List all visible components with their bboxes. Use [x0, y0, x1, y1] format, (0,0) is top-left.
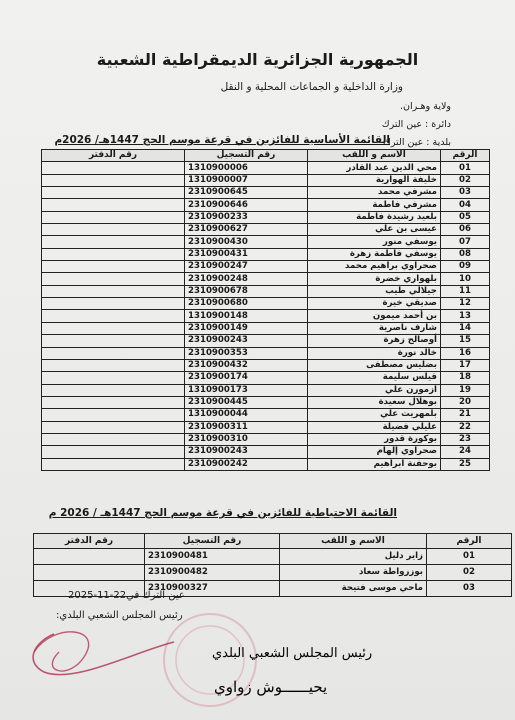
- row-registration: 1310900173: [185, 384, 308, 396]
- row-name: بلعيد رشيدة فاطمة: [308, 211, 441, 223]
- row-registration: 2310900646: [185, 199, 308, 211]
- table-row: [42, 359, 490, 371]
- row-book-number: [42, 273, 185, 285]
- table-row: [42, 322, 490, 334]
- row-book-number: [34, 549, 145, 565]
- table-row: [42, 187, 490, 199]
- row-registration: 1310900006: [185, 162, 308, 174]
- row-name: مشرفي محمد: [308, 187, 441, 199]
- republic-heading: الجمهورية الجزائرية الديمقراطية الشعبية: [96, 50, 419, 69]
- row-registration: 1310900148: [185, 310, 308, 322]
- row-number: 08: [441, 248, 490, 260]
- table-row: [42, 446, 490, 458]
- row-registration: 2310900482: [145, 565, 280, 581]
- row-book-number: [42, 211, 185, 223]
- row-registration: 2310900327: [145, 581, 280, 597]
- row-registration: 2310900243: [185, 335, 308, 347]
- table-row: [42, 372, 490, 384]
- table-row: [42, 199, 490, 211]
- row-book-number: [42, 384, 185, 396]
- main-winners-table: [41, 149, 490, 471]
- table-row: [34, 565, 512, 581]
- row-book-number: [42, 162, 185, 174]
- row-book-number: [42, 458, 185, 470]
- table-row: [42, 162, 490, 174]
- col-book-number: رقم الدفتر: [42, 150, 185, 162]
- row-registration: 1310900007: [185, 174, 308, 186]
- table-row: [42, 248, 490, 260]
- row-name: شارف ناصرية: [308, 322, 441, 334]
- row-number: 03: [441, 187, 490, 199]
- row-number: 06: [441, 224, 490, 236]
- row-name: محي الدين عبد القادر: [308, 162, 441, 174]
- row-book-number: [42, 446, 185, 458]
- table-row: [42, 174, 490, 186]
- row-number: 01: [441, 162, 490, 174]
- stamp-title-text: رئيس المجلس الشعبي البلدي: [212, 646, 373, 661]
- row-number: 15: [441, 335, 490, 347]
- signature-loop: [34, 632, 89, 671]
- row-book-number: [42, 187, 185, 199]
- baladia-label: بلدية : عين الترك: [382, 137, 451, 148]
- row-number: 23: [441, 433, 490, 445]
- row-name: بوهلال سعيدة: [308, 396, 441, 408]
- row-name: خالد نورة: [308, 347, 441, 359]
- daira-label: دائرة : عين الترك: [381, 119, 451, 130]
- row-book-number: [42, 396, 185, 408]
- row-name: بضليس مصطفى: [308, 359, 441, 371]
- table-row: [42, 396, 490, 408]
- row-book-number: [42, 224, 185, 236]
- row-name: بلمهريت علي: [308, 409, 441, 421]
- date-line: عين الترك في22-11-2025: [68, 590, 185, 601]
- table-row: [34, 549, 512, 565]
- row-registration: 2310900174: [185, 372, 308, 384]
- row-registration: 2310900432: [185, 359, 308, 371]
- row-number: 01: [427, 549, 512, 565]
- row-book-number: [42, 310, 185, 322]
- row-registration: 2310900481: [145, 549, 280, 565]
- row-number: 25: [441, 458, 490, 470]
- row-registration: 2310900311: [185, 421, 308, 433]
- col-name: الاسم و اللقب: [280, 534, 427, 549]
- row-name: قيلس سليمة: [308, 372, 441, 384]
- table-row: [42, 211, 490, 223]
- row-book-number: [42, 335, 185, 347]
- row-book-number: [42, 433, 185, 445]
- row-number: 22: [441, 421, 490, 433]
- table-row: [42, 236, 490, 248]
- row-number: 18: [441, 372, 490, 384]
- row-book-number: [42, 372, 185, 384]
- row-name: بوكورة قدور: [308, 433, 441, 445]
- row-number: 19: [441, 384, 490, 396]
- table-row: [42, 298, 490, 310]
- col-name: الاسم و اللقب: [308, 150, 441, 162]
- row-name: عليلي فضيلة: [308, 421, 441, 433]
- col-book-number: رقم الدفتر: [34, 534, 145, 549]
- table-row: [42, 433, 490, 445]
- row-name: عيسى بن علي: [308, 224, 441, 236]
- row-name: صحراوي براهيم محمد: [308, 261, 441, 273]
- main-table-header: [42, 150, 490, 162]
- row-registration: 2310900243: [185, 446, 308, 458]
- row-number: 20: [441, 396, 490, 408]
- row-registration: 2310900247: [185, 261, 308, 273]
- row-book-number: [42, 359, 185, 371]
- signatory-title: رئيس المجلس الشعبي البلدي:: [56, 610, 183, 621]
- row-number: 21: [441, 409, 490, 421]
- row-registration: 2310900678: [185, 285, 308, 297]
- row-name: زاير دليل: [280, 549, 427, 565]
- row-registration: 2310900627: [185, 224, 308, 236]
- row-registration: 2310900645: [185, 187, 308, 199]
- table-row: [42, 273, 490, 285]
- row-book-number: [42, 347, 185, 359]
- row-name: جيلالي طيب: [308, 285, 441, 297]
- row-registration: 1310900044: [185, 409, 308, 421]
- wilaya-label: ولاية وهـران.: [399, 101, 451, 112]
- row-name: ماحي موسى فتيحة: [280, 581, 427, 597]
- reserve-list-title: القائمة الاحتياطية للفائزين في قرعة موسم الحج 1447هـ / 2026 م: [48, 507, 397, 519]
- row-book-number: [42, 409, 185, 421]
- row-book-number: [42, 236, 185, 248]
- table-row: [42, 409, 490, 421]
- row-number: 12: [441, 298, 490, 310]
- row-name: بوحفنة ابراهيم: [308, 458, 441, 470]
- row-name: أوصالح زهرة: [308, 335, 441, 347]
- row-book-number: [42, 174, 185, 186]
- row-registration: 2310900431: [185, 248, 308, 260]
- row-book-number: [42, 298, 185, 310]
- row-name: يوسفي فاطمة زهرة: [308, 248, 441, 260]
- stamp-name-text: يحيــــــوش زواوي: [214, 678, 328, 696]
- row-name: صحراوي إلهام: [308, 446, 441, 458]
- row-number: 16: [441, 347, 490, 359]
- row-number: 02: [427, 565, 512, 581]
- table-row: [42, 285, 490, 297]
- row-number: 24: [441, 446, 490, 458]
- row-name: بن أحمد ميمون: [308, 310, 441, 322]
- row-book-number: [34, 565, 145, 581]
- official-stamp-and-signature: [14, 612, 373, 710]
- row-book-number: [42, 421, 185, 433]
- row-book-number: [42, 199, 185, 211]
- row-book-number: [42, 322, 185, 334]
- table-row: [42, 458, 490, 470]
- row-registration: 2310900680: [185, 298, 308, 310]
- col-registration: رقم التسجيل: [145, 534, 280, 549]
- row-name: بوزرواطة سعاد: [280, 565, 427, 581]
- row-number: 03: [427, 581, 512, 597]
- reserve-table-header: [34, 534, 512, 549]
- row-registration: 2310900445: [185, 396, 308, 408]
- row-registration: 2310900310: [185, 433, 308, 445]
- row-registration: 2310900242: [185, 458, 308, 470]
- row-number: 11: [441, 285, 490, 297]
- row-number: 14: [441, 322, 490, 334]
- row-number: 17: [441, 359, 490, 371]
- reserve-winners-table: [33, 533, 512, 597]
- row-name: مشرفي فاطمة: [308, 199, 441, 211]
- row-registration: 2310900149: [185, 322, 308, 334]
- table-row: [42, 261, 490, 273]
- row-number: 13: [441, 310, 490, 322]
- row-name: صديقي خيرة: [308, 298, 441, 310]
- row-name: ازمورن علي: [308, 384, 441, 396]
- row-book-number: [42, 261, 185, 273]
- col-registration: رقم التسجيل: [185, 150, 308, 162]
- table-row: [42, 384, 490, 396]
- row-number: 09: [441, 261, 490, 273]
- ministry-heading: وزارة الداخلية و الجماعات المحلية و النقل: [220, 81, 403, 93]
- main-table-body: [42, 162, 490, 471]
- row-name: بلهواري خضرة: [308, 273, 441, 285]
- table-row: [42, 421, 490, 433]
- table-row: [42, 335, 490, 347]
- row-registration: 2310900233: [185, 211, 308, 223]
- row-number: 04: [441, 199, 490, 211]
- row-name: خليفة الهوارية: [308, 174, 441, 186]
- row-name: يوسفي منور: [308, 236, 441, 248]
- row-registration: 2310900353: [185, 347, 308, 359]
- row-number: 05: [441, 211, 490, 223]
- main-list-title: القائمة الأساسية للفائزين في قرعة موسم الحج 1447هـ/ 2026م: [54, 134, 390, 146]
- row-registration: 2310900248: [185, 273, 308, 285]
- row-number: 02: [441, 174, 490, 186]
- col-number: الرقم: [427, 534, 512, 549]
- col-number: الرقم: [441, 150, 490, 162]
- row-number: 07: [441, 236, 490, 248]
- table-row: [42, 224, 490, 236]
- row-number: 10: [441, 273, 490, 285]
- row-book-number: [42, 285, 185, 297]
- row-registration: 2310900430: [185, 236, 308, 248]
- table-row: [42, 347, 490, 359]
- row-book-number: [42, 248, 185, 260]
- table-row: [42, 310, 490, 322]
